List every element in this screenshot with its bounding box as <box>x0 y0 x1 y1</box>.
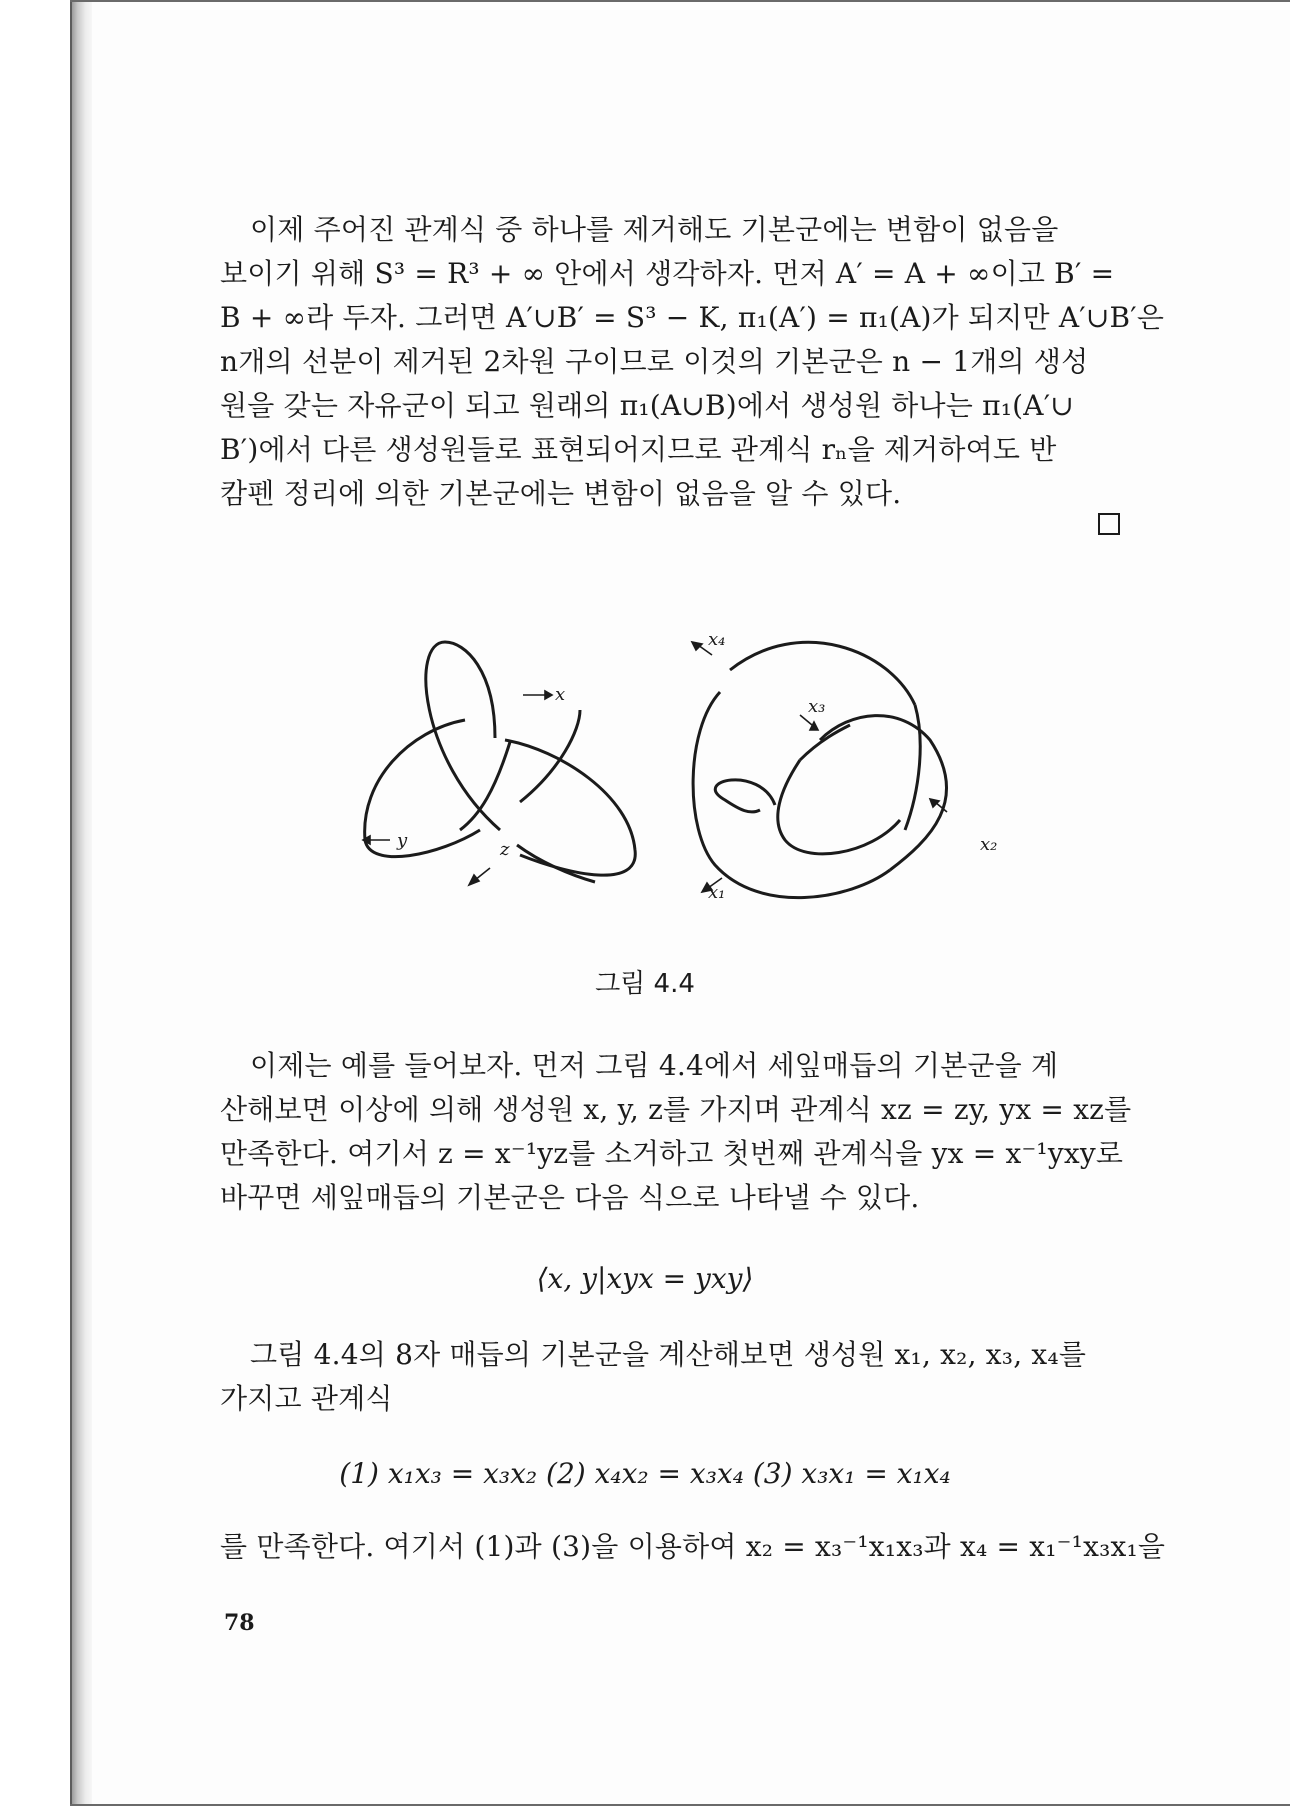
trefoil-group-formula: ⟨x, y|xyx = yxy⟩ <box>536 1262 754 1295</box>
relations-formula: (1) x₁x₃ = x₃x₂ (2) x₄x₂ = x₃x₄ (3) x₃x₁ = x₁x₄ <box>339 1457 951 1490</box>
text-line: B + ∞라 두자. 그러면 A′∪B′ = S³ − K, π₁(A′) = π₁(A)가 되지만 A′∪B′은 <box>220 301 1165 334</box>
label-x3: x₃ <box>808 696 826 717</box>
text-line: 를 만족한다. 여기서 (1)과 (3)을 이용하여 x₂ = x₃⁻¹x₁x₃과 x₄ = x₁⁻¹x₃x₁을 <box>220 1530 1166 1563</box>
label-x: x <box>555 684 566 705</box>
text-line: n개의 선분이 제거된 2차원 구이므로 이것의 기본군은 n − 1개의 생성 <box>220 345 1089 378</box>
page-edge-line <box>70 0 72 1806</box>
text-line: 가지고 관계식 <box>220 1382 393 1415</box>
text-line: B′)에서 다른 생성원들로 표현되어지므로 관계식 rₙ을 제거하여도 반 <box>220 433 1057 466</box>
text-line: 만족한다. 여기서 z = x⁻¹yz를 소거하고 첫번째 관계식을 yx = x⁻¹yxy로 <box>220 1137 1124 1170</box>
paragraph-figure-eight <box>220 1333 1120 1421</box>
knot-figure <box>330 630 1010 920</box>
text-line: 원을 갖는 자유군이 되고 원래의 π₁(A∪B)에서 생성원 하나는 π₁(A′∪ <box>220 389 1074 422</box>
text-line: 이제는 예를 들어보자. 먼저 그림 4.4에서 세잎매듭의 기본군을 계 <box>250 1049 1059 1082</box>
paragraph-proof-end <box>220 208 1165 516</box>
figure-caption: 그림 4.4 <box>595 969 695 999</box>
label-x4: x₄ <box>708 630 726 650</box>
label-z: z <box>500 839 510 860</box>
label-x2: x₂ <box>980 834 998 855</box>
text-line: 보이기 위해 S³ = R³ + ∞ 안에서 생각하자. 먼저 A′ = A + ∞이고 B′ = <box>220 257 1115 290</box>
figure-eight-knot <box>693 642 946 897</box>
page-edge <box>70 0 92 1806</box>
qed-square <box>1098 513 1120 535</box>
page-number: 78 <box>224 1610 255 1636</box>
paragraph-relations-end <box>220 1525 1166 1569</box>
label-y: y <box>397 830 408 851</box>
text-line: 캄펜 정리에 의한 기본군에는 변함이 없음을 알 수 있다. <box>220 477 902 510</box>
text-line: 산해보면 이상에 의해 생성원 x, y, z를 가지며 관계식 xz = zy, yx = xz를 <box>220 1093 1132 1126</box>
text-line: 그림 4.4의 8자 매듭의 기본군을 계산해보면 생성원 x₁, x₂, x₃, x₄를 <box>250 1338 1087 1371</box>
paragraph-trefoil <box>220 1044 1132 1220</box>
label-x1: x₁ <box>708 882 726 903</box>
text-line: 이제 주어진 관계식 중 하나를 제거해도 기본군에는 변함이 없음을 <box>250 213 1059 246</box>
text-line: 바꾸면 세잎매듭의 기본군은 다음 식으로 나타낼 수 있다. <box>220 1181 920 1214</box>
